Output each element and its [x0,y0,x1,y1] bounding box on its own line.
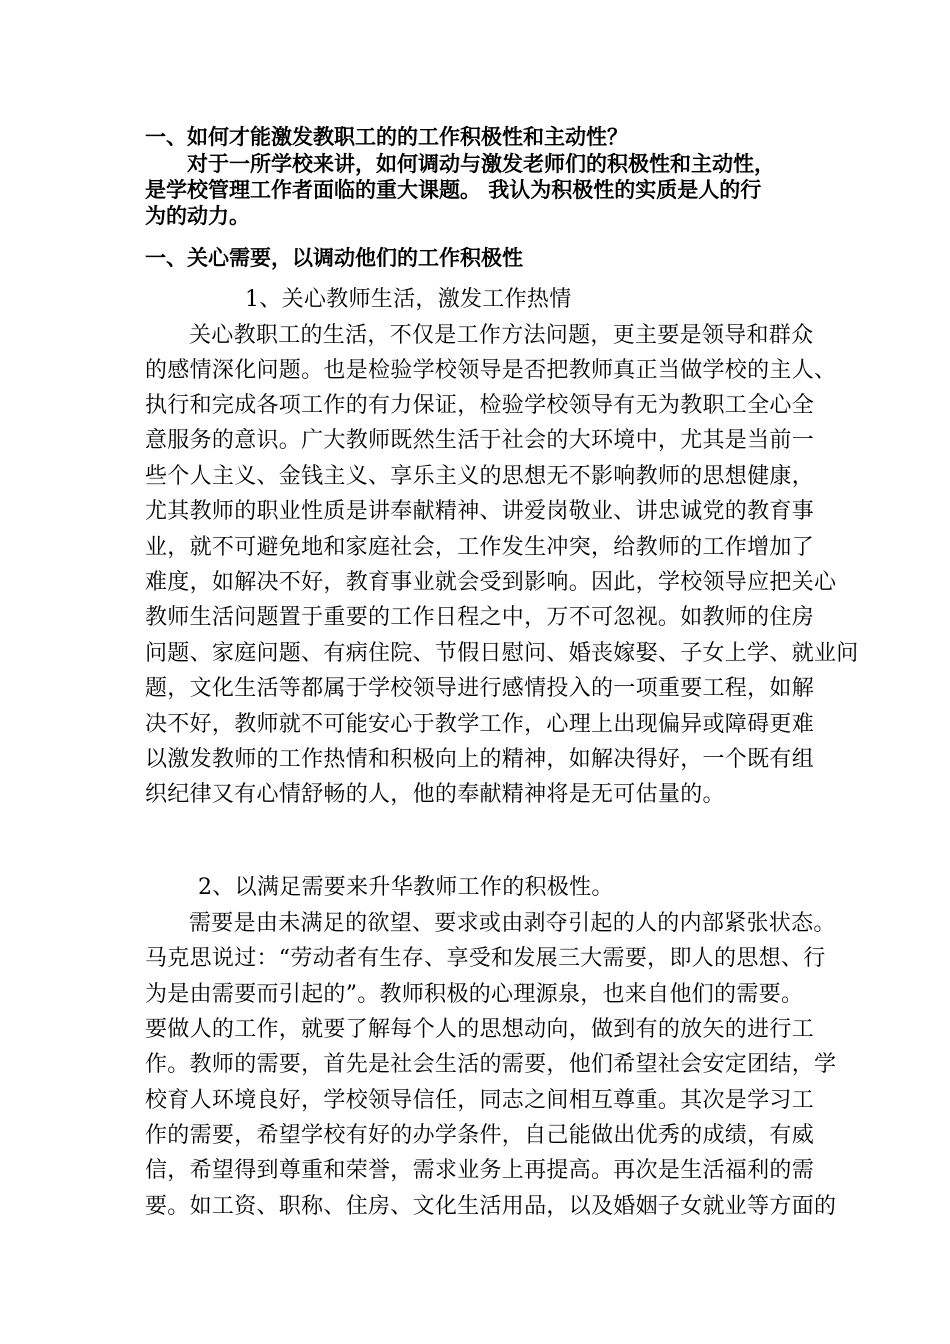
paragraph-line: 织纪律又有心情舒畅的人，他的奉献精神将是无可估量的。 [145,782,725,807]
paragraph-line: 难度，如解决不好，教育事业就会受到影响。因此，学校领导应把关心 [145,570,837,595]
subheading: 1、关心教师生活，激发工作热情 [245,287,572,312]
paragraph-line: 需要是由未满足的欲望、要求或由剥夺引起的人的内部紧张状态。 [189,911,836,936]
paragraph-line: 问题、家庭问题、有病住院、节假日慰问、婚丧嫁娶、子女上学、就业问 [145,641,859,666]
section-heading: 一、关心需要，以调动他们的工作积极性 [145,246,523,270]
paragraph-line: 决不好，教师就不可能安心于教学工作，心理上出现偏异或障碍更难 [145,712,815,737]
paragraph-line: 作。教师的需要，首先是社会生活的需要，他们希望社会安定团结，学 [145,1052,837,1077]
paragraph-line: 以激发教师的工作热情和积极向上的精神，如解决得好，一个既有组 [145,747,815,772]
paragraph-line: 作的需要，希望学校有好的办学条件，自己能做出优秀的成绩，有威 [145,1123,815,1148]
paragraph-line: 校育人环境良好，学校领导信任，同志之间相互尊重。其次是学习工 [145,1088,815,1113]
paragraph-line: 信，希望得到尊重和荣誉，需求业务上再提高。再次是生活福利的需 [145,1158,815,1183]
paragraph-line: 为是由需要而引起的”。教师积极的心理源泉，也来自他们的需要。 [145,982,804,1007]
intro-line: 对于一所学校来讲，如何调动与激发老师们的积极性和主动性， [145,152,775,176]
paragraph-line: 尤其教师的职业性质是讲奉献精神、讲爱岗敬业、讲忠诚党的教育事 [145,499,815,524]
intro-line: 为的动力。 [145,204,250,228]
intro-line: 是学校管理工作者面临的重大课题。 我认为积极性的实质是人的行 [145,178,762,202]
paragraph-line: 题，文化生活等都属于学校领导进行感情投入的一项重要工程，如解 [145,676,815,701]
paragraph-line: 教师生活问题置于重要的工作日程之中，万不可忽视。如教师的住房 [145,605,815,630]
paragraph-line: 要做人的工作，就要了解每个人的思想动向，做到有的放矢的进行工 [145,1017,815,1042]
paragraph-line: 关心教职工的生活，不仅是工作方法问题，更主要是领导和群众 [189,323,814,348]
subheading: 2、以满足需要来升华教师工作的积极性。 [198,875,614,900]
paragraph-line: 意服务的意识。广大教师既然生活于社会的大环境中，尤其是当前一 [145,428,815,453]
document-title: 一、如何才能激发教职工的的工作积极性和主动性？ [145,125,628,149]
paragraph-line: 些个人主义、金钱主义、享乐主义的思想无不影响教师的思想健康， [145,464,815,489]
paragraph-line: 执行和完成各项工作的有力保证，检验学校领导有无为教职工全心全 [145,393,815,418]
paragraph-line: 要。如工资、职称、住房、文化生活用品，以及婚姻子女就业等方面的 [145,1194,837,1219]
paragraph-line: 的感情深化问题。也是检验学校领导是否把教师真正当做学校的主人、 [145,358,837,383]
paragraph-line: 业，就不可避免地和家庭社会，工作发生冲突，给教师的工作增加了 [145,535,815,560]
paragraph-line: 马克思说过：“劳动者有生存、享受和发展三大需要，即人的思想、行 [145,946,826,971]
